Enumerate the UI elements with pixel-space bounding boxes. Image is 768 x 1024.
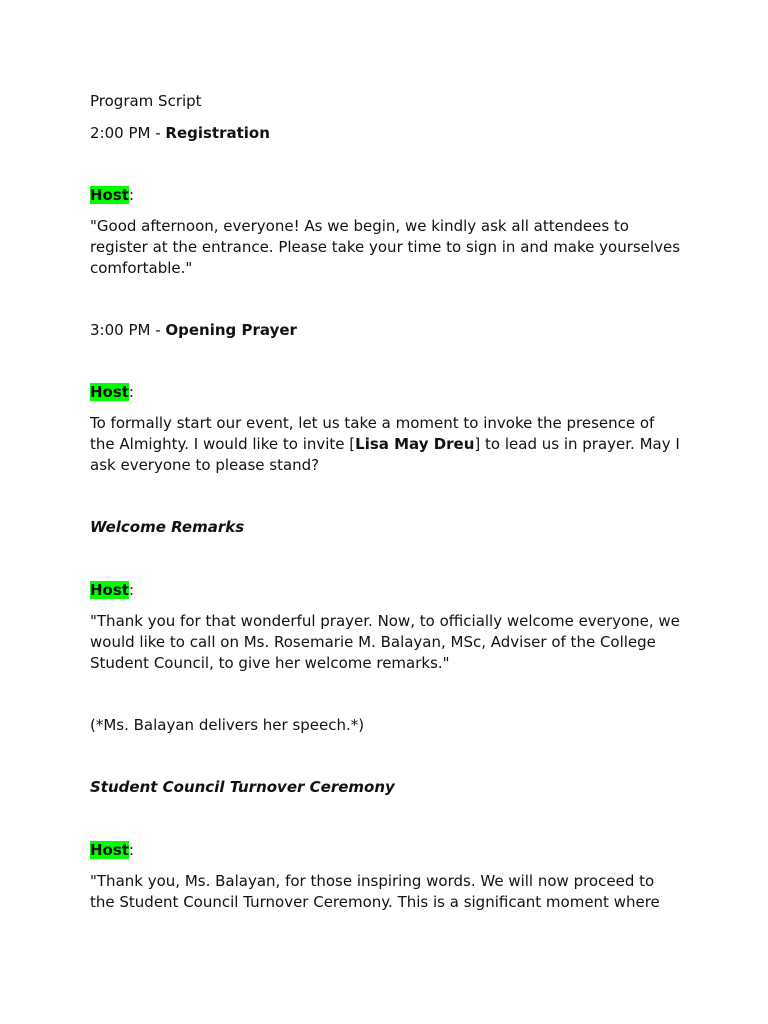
- document-page: [90, 91, 680, 913]
- host-tag: Host: [90, 186, 129, 204]
- prayer-paragraph: [90, 413, 680, 476]
- prayer-time: 3:00 PM -: [90, 321, 166, 339]
- prayer-title: Opening Prayer: [165, 321, 297, 339]
- turnover-ceremony-heading: Student Council Turnover Ceremony: [90, 778, 395, 796]
- registration-time: 2:00 PM -: [90, 124, 166, 142]
- registration-heading: [90, 123, 680, 144]
- prayer-heading: [90, 320, 680, 341]
- host-colon: :: [128, 841, 135, 859]
- host-label-3: [90, 580, 680, 601]
- host-label-4: [90, 840, 680, 861]
- welcome-remarks-heading: Welcome Remarks: [90, 518, 245, 536]
- welcome-paragraph: "Thank you for that wonderful prayer. Now, to officially welcome everyone, we would like to call on Ms. Rosemarie M. Balayan, MSc, Adviser of the College Student Council, to give her welcome remarks.": [90, 612, 680, 672]
- turnover-paragraph: "Thank you, Ms. Balayan, for those inspiring words. We will now proceed to the Student Council Turnover Ceremony. This is a significant moment where: [90, 872, 660, 911]
- host-label-2: [90, 382, 680, 403]
- host-colon: :: [128, 581, 135, 599]
- welcome-stage-note: (*Ms. Balayan delivers her speech.*): [90, 716, 365, 734]
- host-tag: Host: [90, 841, 129, 859]
- registration-title: Registration: [165, 124, 270, 142]
- prayer-text-after: ] to lead us in prayer. May I ask everyone to please stand?: [90, 435, 680, 474]
- document-title: Program Script: [90, 92, 202, 110]
- host-tag: Host: [90, 383, 129, 401]
- host-label-1: [90, 185, 680, 206]
- host-tag: Host: [90, 581, 129, 599]
- host-colon: :: [128, 186, 135, 204]
- prayer-leader-name: Lisa May Dreu: [355, 435, 475, 453]
- prayer-text-before: To formally start our event, let us take a moment to invoke the presence of the Almighty. I would like to invite [: [90, 414, 655, 453]
- registration-paragraph: "Good afternoon, everyone! As we begin, we kindly ask all attendees to register at the entrance. Please take your time to sign in and make yourselves comfortable.": [90, 217, 681, 277]
- host-colon: :: [128, 383, 135, 401]
